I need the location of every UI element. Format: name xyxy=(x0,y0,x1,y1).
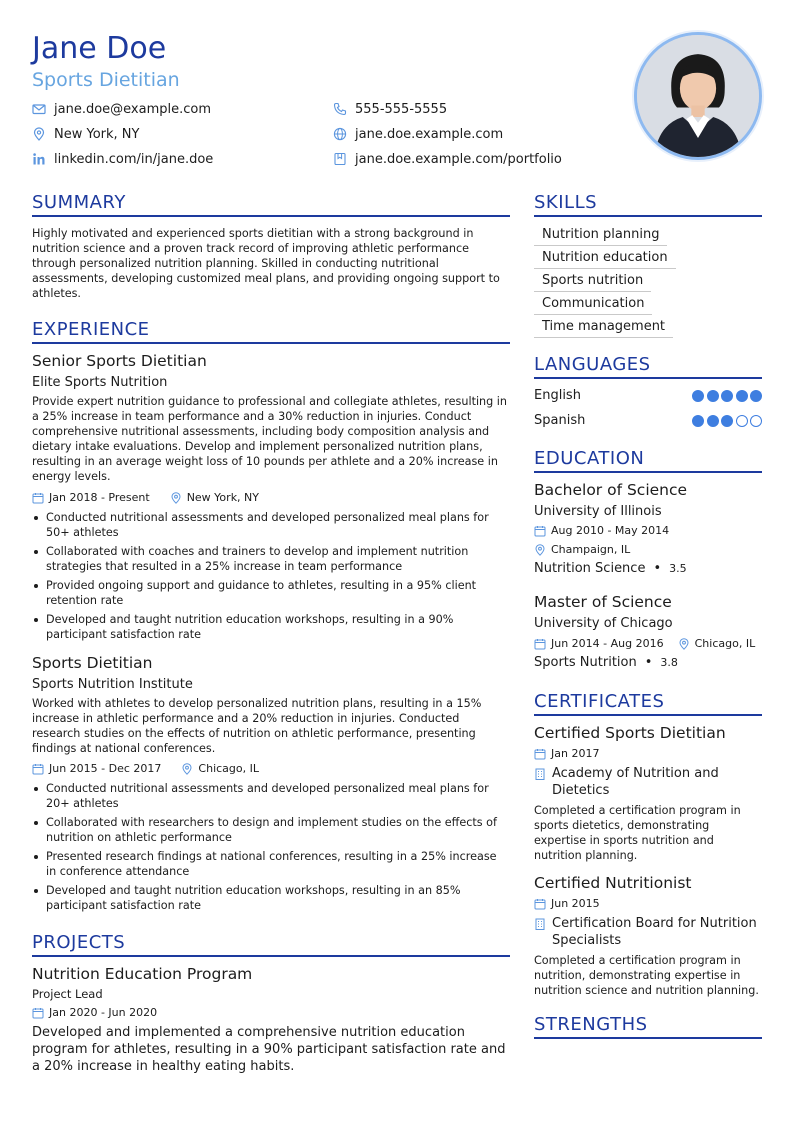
strengths-heading: STRENGTHS xyxy=(534,1014,762,1039)
level-dot-filled xyxy=(692,390,704,402)
right-column xyxy=(534,192,762,1039)
project-dates: Jan 2020 - Jun 2020 xyxy=(49,1006,158,1019)
language-level xyxy=(690,415,763,427)
location-pin-icon xyxy=(534,544,546,556)
globe-icon xyxy=(333,127,347,141)
job-description: Worked with athletes to develop personalized nutrition plans, resulting in a 15% increase in athletic performance and a 20% reduction in injuries. Conducted research studies on the effects of nutrition on athletic performance, presenting findings at national conferences. xyxy=(32,697,482,755)
skills-heading: SKILLS xyxy=(534,192,762,217)
list-item: Developed and taught nutrition education workshops, resulting in an 85% participant satisfaction rate xyxy=(32,883,510,913)
contact-portfolio[interactable]: jane.doe.example.com/portfolio xyxy=(333,149,562,169)
certificate-description: Completed a certification program in nutrition, demonstrating expertise in nutrition science and nutrition planning. xyxy=(534,954,759,997)
skill-tag: Time management xyxy=(534,316,673,338)
level-dot-filled xyxy=(736,390,748,402)
contact-phone[interactable]: 555-555-5555 xyxy=(333,99,447,119)
education-dates-row xyxy=(534,636,762,651)
list-item: Collaborated with coaches and trainers to develop and implement nutrition strategies that resulted in a 25% increase in team performance xyxy=(32,544,510,574)
level-dot-filled xyxy=(750,390,762,402)
list-item: Provided ongoing support and guidance to athletes, resulting in a 95% client retention rate xyxy=(32,578,510,608)
list-item: Developed and taught nutrition education workshops, resulting in a 90% participant satisfaction rate xyxy=(32,612,510,642)
skills-list xyxy=(534,223,762,338)
project-item xyxy=(32,964,510,1075)
certificate-item xyxy=(534,723,762,863)
education-dates-row xyxy=(534,523,762,538)
experience-item xyxy=(32,351,510,642)
level-dot-filled xyxy=(707,390,719,402)
certificate-description: Completed a certification program in sports dietetics, demonstrating expertise in sports nutrition and nutrition planning. xyxy=(534,804,741,862)
education-field: Sports Nutrition xyxy=(534,655,637,670)
certificates-heading: CERTIFICATES xyxy=(534,691,762,716)
list-item: Presented research findings at national conferences, resulting in a 25% increase in conference attendance xyxy=(32,849,510,879)
portfolio-icon xyxy=(333,152,347,166)
level-dot-filled xyxy=(721,390,733,402)
level-dot-filled xyxy=(692,415,704,427)
language-level xyxy=(690,390,763,402)
school-name: University of Chicago xyxy=(534,616,673,631)
certificate-issuer-row xyxy=(534,915,762,949)
language-name: English xyxy=(534,388,581,403)
summary-heading: SUMMARY xyxy=(32,192,510,217)
language-row xyxy=(534,383,762,408)
phone-icon xyxy=(333,102,347,116)
projects-heading: PROJECTS xyxy=(32,932,510,957)
education-gpa: 3.8 xyxy=(660,656,678,669)
calendar-icon xyxy=(534,638,546,650)
contact-email[interactable]: jane.doe@example.com xyxy=(32,99,211,119)
calendar-icon xyxy=(534,748,546,760)
education-heading: EDUCATION xyxy=(534,448,762,473)
contact-location: New York, NY xyxy=(32,124,139,144)
education-item xyxy=(534,592,762,672)
contact-linkedin[interactable]: linkedin.com/in/jane.doe xyxy=(32,149,213,169)
list-item: Conducted nutritional assessments and developed personalized meal plans for 20+ athletes xyxy=(32,781,510,811)
skill-tag: Sports nutrition xyxy=(534,270,651,292)
project-title: Nutrition Education Program xyxy=(32,965,253,983)
education-field: Nutrition Science xyxy=(534,561,646,576)
job-meta xyxy=(32,490,510,505)
experience-item xyxy=(32,653,510,913)
education-location: Champaign, IL xyxy=(551,543,631,556)
education-field-row: Nutrition Science • 3.5 xyxy=(534,561,687,576)
project-role: Project Lead xyxy=(32,987,103,1001)
certificate-issuer-row xyxy=(534,765,762,799)
skill-tag: Communication xyxy=(534,293,652,315)
job-dates: Jun 2015 - Dec 2017 xyxy=(49,762,162,775)
skill-tag: Nutrition planning xyxy=(534,224,667,246)
language-name: Spanish xyxy=(534,413,586,428)
certificate-name: Certified Nutritionist xyxy=(534,874,692,892)
candidate-name: Jane Doe xyxy=(32,31,167,66)
certificate-item xyxy=(534,873,762,998)
project-description: Developed and implemented a comprehensive nutrition education program for athletes, resulting in a 90% participant satisfaction rate and a 20% increase in healthy eating habits. xyxy=(32,1025,506,1074)
certificate-date-row xyxy=(534,746,762,761)
calendar-icon xyxy=(32,1007,44,1019)
location-pin-icon xyxy=(170,492,182,504)
school-name: University of Illinois xyxy=(534,504,662,519)
calendar-icon xyxy=(534,898,546,910)
location-pin-icon xyxy=(678,638,690,650)
job-title: Sports Dietitian xyxy=(32,654,153,672)
education-gpa: 3.5 xyxy=(669,562,687,575)
certificate-date: Jan 2017 xyxy=(551,747,600,760)
skill-tag: Nutrition education xyxy=(534,247,676,269)
job-location: Chicago, IL xyxy=(198,762,259,775)
candidate-role: Sports Dietitian xyxy=(32,69,180,91)
level-dot-filled xyxy=(707,415,719,427)
resume-header xyxy=(32,30,632,167)
certificate-date-row xyxy=(534,896,762,911)
education-field-row: Sports Nutrition • 3.8 xyxy=(534,655,678,670)
contact-website[interactable]: jane.doe.example.com xyxy=(333,124,503,144)
language-row xyxy=(534,408,762,433)
education-location-row xyxy=(534,542,762,557)
job-description: Provide expert nutrition guidance to professional and collegiate athletes, resulting in a 25% increase in team performance and a 30% reduction in injuries. Conduct comprehensive nutritional assessments, including body composition analysis and dietary intake evaluations. Develop and implement personalized nutrition plans, resulting in an average weight loss of 10 pounds per athlete and a 20% increase in energy levels. xyxy=(32,395,508,483)
certificate-issuer: Certification Board for Nutrition Specialists xyxy=(552,916,757,948)
left-column xyxy=(32,192,510,1075)
list-item: Conducted nutritional assessments and developed personalized meal plans for 50+ athletes xyxy=(32,510,510,540)
company-name: Sports Nutrition Institute xyxy=(32,677,193,692)
certificate-name: Certified Sports Dietitian xyxy=(534,724,726,742)
list-item: Collaborated with researchers to design and implement studies on the effects of nutrition on athletic performance xyxy=(32,815,510,845)
job-bullets xyxy=(32,510,510,642)
job-location: New York, NY xyxy=(186,491,259,504)
degree: Bachelor of Science xyxy=(534,481,688,499)
calendar-icon xyxy=(32,492,44,504)
job-bullets xyxy=(32,781,510,913)
certificate-date: Jun 2015 xyxy=(551,897,600,910)
calendar-icon xyxy=(534,525,546,537)
building-icon xyxy=(534,768,546,780)
level-dot-empty xyxy=(750,415,762,427)
experience-heading: EXPERIENCE xyxy=(32,319,510,344)
education-location: Chicago, IL xyxy=(694,637,756,650)
level-dot-empty xyxy=(736,415,748,427)
languages-list xyxy=(534,383,762,433)
job-title: Senior Sports Dietitian xyxy=(32,352,207,370)
education-dates: Aug 2010 - May 2014 xyxy=(551,524,670,537)
education-item xyxy=(534,480,762,578)
location-pin-icon xyxy=(32,127,46,141)
certificate-issuer: Academy of Nutrition and Dietetics xyxy=(552,766,719,798)
building-icon xyxy=(534,918,546,930)
languages-heading: LANGUAGES xyxy=(534,354,762,379)
location-pin-icon xyxy=(181,763,193,775)
email-icon xyxy=(32,102,46,116)
project-meta xyxy=(32,1005,510,1020)
calendar-icon xyxy=(32,763,44,775)
summary-text: Highly motivated and experienced sports dietitian with a strong background in nutrition science and a proven track record of improving athletic performance through personalized nutrition planning. Skilled in conducting nutritional assessments, developing customized meal plans, and providing ongoing support to athletes. xyxy=(32,227,500,300)
profile-photo xyxy=(634,32,762,160)
level-dot-filled xyxy=(721,415,733,427)
linkedin-icon xyxy=(32,152,46,166)
degree: Master of Science xyxy=(534,593,672,611)
education-dates: Jun 2014 - Aug 2016 xyxy=(551,637,664,650)
job-meta xyxy=(32,761,510,776)
job-dates: Jan 2018 - Present xyxy=(49,491,150,504)
company-name: Elite Sports Nutrition xyxy=(32,375,168,390)
